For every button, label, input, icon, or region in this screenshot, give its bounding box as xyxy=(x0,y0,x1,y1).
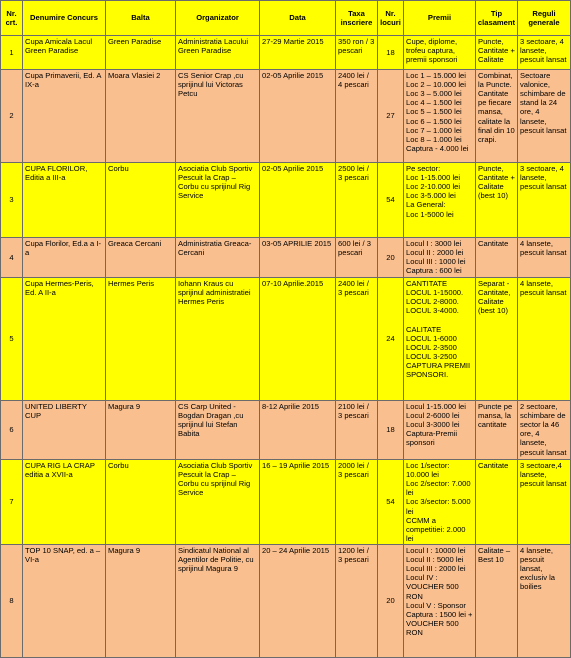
cell-balta: Magura 9 xyxy=(106,544,176,657)
cell-data: 02-05 Aprilie 2015 xyxy=(260,163,336,238)
cell-organizator: Administratia Lacului Green Paradise xyxy=(176,36,260,70)
cell-premii: Pe sector: Loc 1-15.000 lei Loc 2-10.000 lei Loc 3-5.000 lei La General: Loc 1-5000 lei xyxy=(404,163,476,238)
cell-denumire: CUPA FLORILOR, Editia a III-a xyxy=(23,163,106,238)
cell-denumire: TOP 10 SNAP, ed. a – VI-a xyxy=(23,544,106,657)
table-row xyxy=(1,238,571,278)
cell-taxa: 1200 lei / 3 pescari xyxy=(336,544,378,657)
cell-tip: Puncte pe mansa, la cantitate xyxy=(476,401,518,460)
cell-organizator: Asociatia Club Sportiv Pescuit la Crap – Corbu cu sprijinul Rig Service xyxy=(176,460,260,545)
cell-reguli: 2 sectoare, schimbare de sector la 46 ore, 4 lansete, pescuit lansat xyxy=(518,401,571,460)
cell-locuri: 27 xyxy=(378,70,404,163)
cell-data: 02-05 Aprilie 2015 xyxy=(260,70,336,163)
cell-tip: Separat - Cantitate, Calitate (best 10) xyxy=(476,278,518,401)
cell-denumire: UNITED LIBERTY CUP xyxy=(23,401,106,460)
cell-nr: 4 xyxy=(1,238,23,278)
cell-reguli: 3 sectoare, 4 lansete, pescuit lansat xyxy=(518,163,571,238)
cell-balta: Corbu xyxy=(106,163,176,238)
header-tip: Tip clasament xyxy=(476,1,518,36)
cell-balta: Greaca Cercani xyxy=(106,238,176,278)
cell-tip: Puncte, Cantitate + Calitate xyxy=(476,36,518,70)
header-reguli: Reguli generale xyxy=(518,1,571,36)
cell-taxa: 2400 lei / 3 pescari xyxy=(336,278,378,401)
cell-locuri: 54 xyxy=(378,163,404,238)
cell-taxa: 600 lei / 3 pescari xyxy=(336,238,378,278)
cell-nr: 6 xyxy=(1,401,23,460)
cell-reguli: 4 lansete, pescuit lansat xyxy=(518,238,571,278)
cell-balta: Moara Vlasiei 2 xyxy=(106,70,176,163)
cell-balta: Green Paradise xyxy=(106,36,176,70)
cell-nr: 3 xyxy=(1,163,23,238)
cell-data: 27-29 Martie 2015 xyxy=(260,36,336,70)
cell-organizator: CS Carp United - Bogdan Dragan ,cu sprijinul lui Stefan Babita xyxy=(176,401,260,460)
cell-nr: 2 xyxy=(1,70,23,163)
cell-tip: Puncte, Cantitate + Calitate (best 10) xyxy=(476,163,518,238)
cell-taxa: 2100 lei / 3 pescari xyxy=(336,401,378,460)
cell-balta: Hermes Peris xyxy=(106,278,176,401)
cell-balta: Magura 9 xyxy=(106,401,176,460)
cell-data: 8-12 Aprilie 2015 xyxy=(260,401,336,460)
header-premii: Premii xyxy=(404,1,476,36)
cell-reguli: 4 lansete, pescuit lansat, exclusiv la boilies xyxy=(518,544,571,657)
table-row xyxy=(1,163,571,238)
header-row xyxy=(1,1,571,36)
cell-denumire: Cupa Hermes-Peris, Ed. A II-a xyxy=(23,278,106,401)
cell-organizator: Asociatia Club Sportiv Pescuit la Crap – Corbu cu sprijinul Rig Service xyxy=(176,163,260,238)
cell-tip: Cantitate xyxy=(476,460,518,545)
cell-reguli: 4 lansete, pescuit lansat xyxy=(518,278,571,401)
cell-data: 07-10 Aprilie.2015 xyxy=(260,278,336,401)
cell-locuri: 20 xyxy=(378,544,404,657)
table-row xyxy=(1,278,571,401)
cell-organizator: Iohann Kraus cu sprijinul administratiei Hermes Peris xyxy=(176,278,260,401)
cell-premii: Loc 1 – 15.000 lei Loc 2 – 10.000 lei Loc 3 – 5.000 lei Loc 4 – 1.500 lei Loc 5 – 1.500 lei Loc 6 – 1.500 lei Loc 7 – 1.000 lei Loc 8 – 1.000 lei Captura - 4.000 lei xyxy=(404,70,476,163)
table-row xyxy=(1,36,571,70)
cell-taxa: 2500 lei / 3 pescari xyxy=(336,163,378,238)
cell-nr: 5 xyxy=(1,278,23,401)
cell-organizator: Sindicatul National al Agentilor de Politie, cu sprijinul Magura 9 xyxy=(176,544,260,657)
cell-premii: Loc 1/sector: 10.000 lei Loc 2/sector: 7.000 lei Loc 3/sector: 5.000 lei CCMM a competitiei: 2.000 lei xyxy=(404,460,476,545)
header-balta: Balta xyxy=(106,1,176,36)
header-locuri: Nr. locuri xyxy=(378,1,404,36)
cell-taxa: 2400 lei / 4 pescari xyxy=(336,70,378,163)
cell-denumire: CUPA RIG LA CRAP editia a XVII-a xyxy=(23,460,106,545)
cell-organizator: Administratia Greaca-Cercani xyxy=(176,238,260,278)
cell-reguli: 3 sectoare, 4 lansete, pescuit lansat xyxy=(518,36,571,70)
cell-nr: 8 xyxy=(1,544,23,657)
cell-denumire: Cupa Amicala Lacul Green Paradise xyxy=(23,36,106,70)
cell-premii: Locul I : 3000 lei Locul II : 2000 lei Locul III : 1000 lei Captura : 600 lei xyxy=(404,238,476,278)
cell-premii: Locul 1-15.000 lei Locul 2-6000 lei Locul 3-3000 lei Captura-Premii sponsori xyxy=(404,401,476,460)
cell-nr: 7 xyxy=(1,460,23,545)
cell-taxa: 350 ron / 3 pescari xyxy=(336,36,378,70)
header-denumire: Denumire Concurs xyxy=(23,1,106,36)
cell-locuri: 24 xyxy=(378,278,404,401)
cell-reguli: 3 sectoare,4 lansete, pescuit lansat xyxy=(518,460,571,545)
cell-premii: Locul I : 10000 lei Locul II : 5000 lei Locul III : 2000 lei Locul IV : VOUCHER 500 RON Locul V : Sponsor Captura : 1500 lei + VOUCHER 500 RON xyxy=(404,544,476,657)
table-row xyxy=(1,544,571,657)
header-data: Data xyxy=(260,1,336,36)
cell-taxa: 2000 lei / 3 pescari xyxy=(336,460,378,545)
header-taxa: Taxa inscriere xyxy=(336,1,378,36)
cell-data: 16 – 19 Aprilie 2015 xyxy=(260,460,336,545)
cell-nr: 1 xyxy=(1,36,23,70)
header-organizator: Organizator xyxy=(176,1,260,36)
cell-locuri: 18 xyxy=(378,36,404,70)
header-nr: Nr. crt. xyxy=(1,1,23,36)
cell-reguli: Sectoare valonice, schimbare de stand la 24 ore, 4 lansete, pescuit lansat xyxy=(518,70,571,163)
cell-data: 20 – 24 Aprilie 2015 xyxy=(260,544,336,657)
cell-locuri: 20 xyxy=(378,238,404,278)
cell-organizator: CS Senior Crap ,cu sprijinul lui Victoras Petcu xyxy=(176,70,260,163)
table-row xyxy=(1,460,571,545)
cell-tip: Calitate – Best 10 xyxy=(476,544,518,657)
cell-denumire: Cupa Florilor, Ed.a a I-a xyxy=(23,238,106,278)
table-row xyxy=(1,70,571,163)
cell-locuri: 18 xyxy=(378,401,404,460)
cell-denumire: Cupa Primaverii, Ed. A IX-a xyxy=(23,70,106,163)
cell-locuri: 54 xyxy=(378,460,404,545)
cell-balta: Corbu xyxy=(106,460,176,545)
cell-premii: Cupe, diplome, trofeu captura, premii sponsori xyxy=(404,36,476,70)
cell-tip: Cantitate xyxy=(476,238,518,278)
cell-data: 03-05 APRILIE 2015 xyxy=(260,238,336,278)
cell-premii: CANTITATE LOCUL 1-15000. LOCUL 2-8000. LOCUL 3-4000. CALITATE LOCUL 1-6000 LOCUL 2-3500 LOCUL 3-2500 CAPTURA PREMII SPONSORI. xyxy=(404,278,476,401)
table-row xyxy=(1,401,571,460)
cell-tip: Combinat, la Puncte. Cantitate pe fiecare mansa, calitate la final din 10 crapi. xyxy=(476,70,518,163)
